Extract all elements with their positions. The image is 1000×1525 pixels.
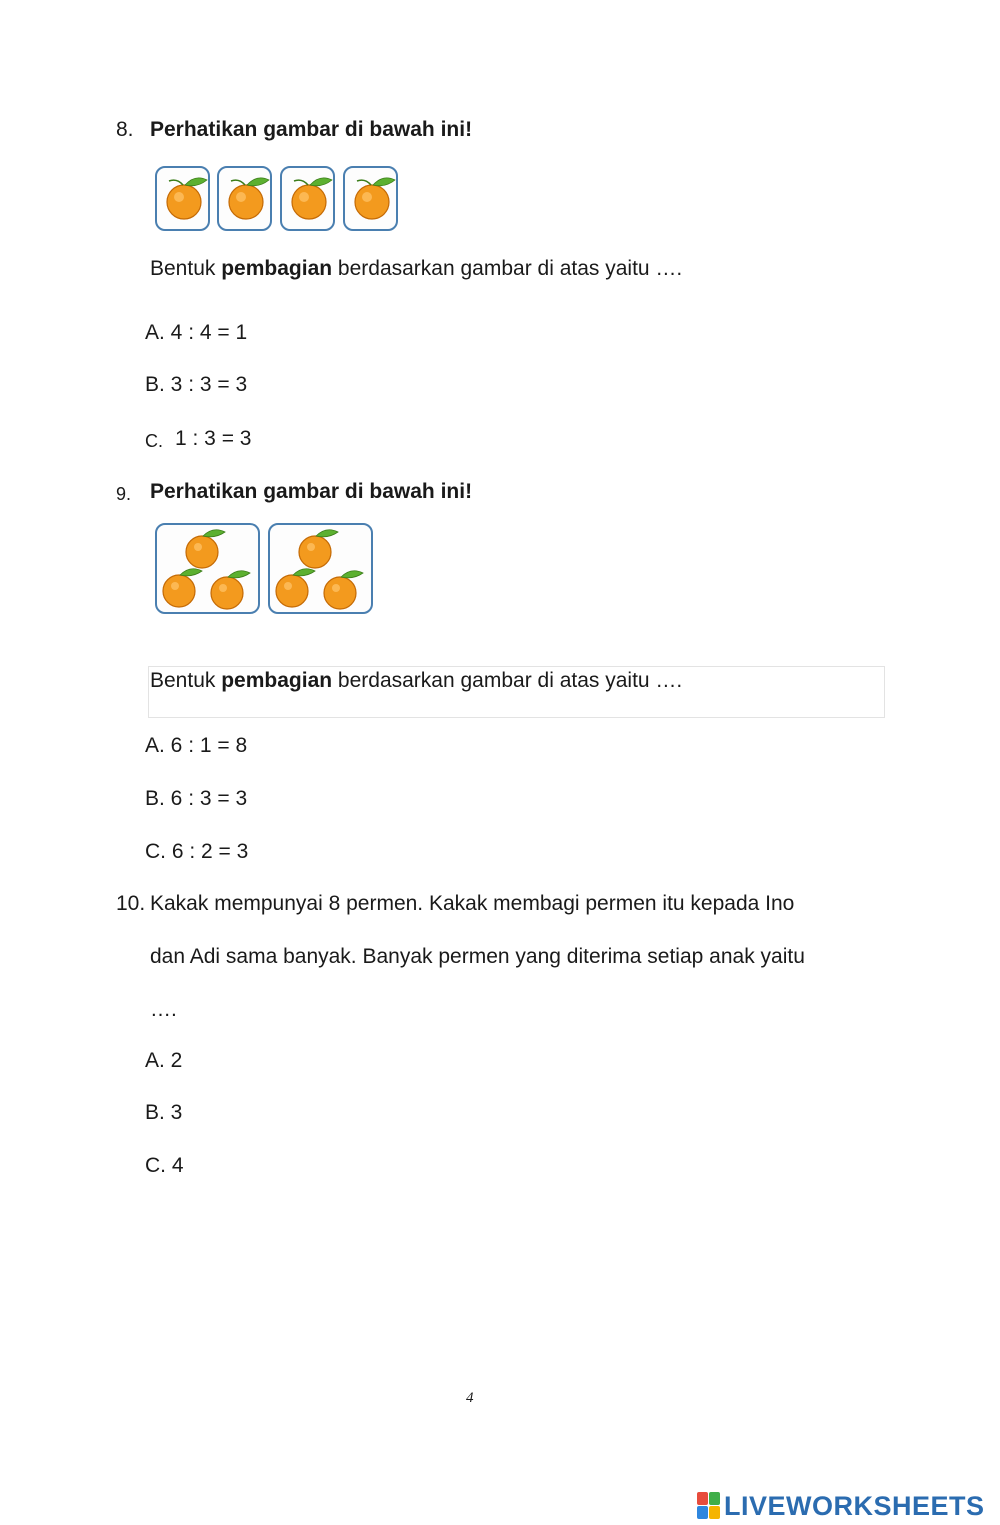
orange-icon (219, 168, 274, 233)
question-keyword: pembagian (221, 257, 333, 280)
option-letter: C. (145, 431, 163, 451)
question-8-option-a[interactable]: A. 4 : 4 = 1 (145, 321, 248, 344)
question-8-text (150, 256, 682, 282)
liveworksheets-logo-icon (697, 1492, 721, 1520)
question-9-text (150, 668, 682, 694)
page-number: 4 (466, 1390, 474, 1406)
orange-box (280, 166, 335, 231)
question-keyword: pembagian (221, 669, 333, 692)
liveworksheets-logo-text: LIVEWORKSHEETS (724, 1490, 985, 1521)
orange-icon (157, 168, 212, 233)
question-9-number: 9. (116, 484, 132, 504)
question-text-part: berdasarkan gambar di atas yaitu …. (332, 257, 683, 280)
question-10-line-1: Kakak mempunyai 8 permen. Kakak membagi permen itu kepada Ino (150, 892, 795, 915)
question-10-line-3: …. (150, 998, 177, 1021)
question-10-number: 10. (116, 892, 146, 915)
question-10-option-a[interactable]: A. 2 (145, 1049, 183, 1072)
orange-box (217, 166, 272, 231)
orange-group-box (155, 523, 260, 614)
option-text: 1 : 3 = 3 (175, 427, 252, 450)
question-8-number: 8. (116, 118, 134, 141)
orange-icon (270, 525, 375, 616)
question-9-option-a[interactable]: A. 6 : 1 = 8 (145, 734, 248, 757)
orange-icon (345, 168, 400, 233)
question-9-option-c[interactable]: C. 6 : 2 = 3 (145, 840, 249, 863)
orange-icon (157, 525, 262, 616)
question-8-prompt: Perhatikan gambar di bawah ini! (150, 118, 473, 141)
question-9-option-b[interactable]: B. 6 : 3 = 3 (145, 787, 248, 810)
question-text-part: Bentuk (150, 669, 222, 692)
orange-icon (282, 168, 337, 233)
question-10-option-c[interactable]: C. 4 (145, 1154, 184, 1177)
question-10-option-b[interactable]: B. 3 (145, 1101, 183, 1124)
orange-group-box (268, 523, 373, 614)
question-text-part: berdasarkan gambar di atas yaitu …. (332, 669, 683, 692)
question-10-line-2: dan Adi sama banyak. Banyak permen yang diterima setiap anak yaitu (150, 945, 805, 968)
question-8-option-b[interactable]: B. 3 : 3 = 3 (145, 373, 248, 396)
orange-box (155, 166, 210, 231)
question-9-prompt: Perhatikan gambar di bawah ini! (150, 480, 473, 503)
question-text-part: Bentuk (150, 257, 222, 280)
liveworksheets-logo[interactable] (697, 1490, 985, 1522)
orange-box (343, 166, 398, 231)
